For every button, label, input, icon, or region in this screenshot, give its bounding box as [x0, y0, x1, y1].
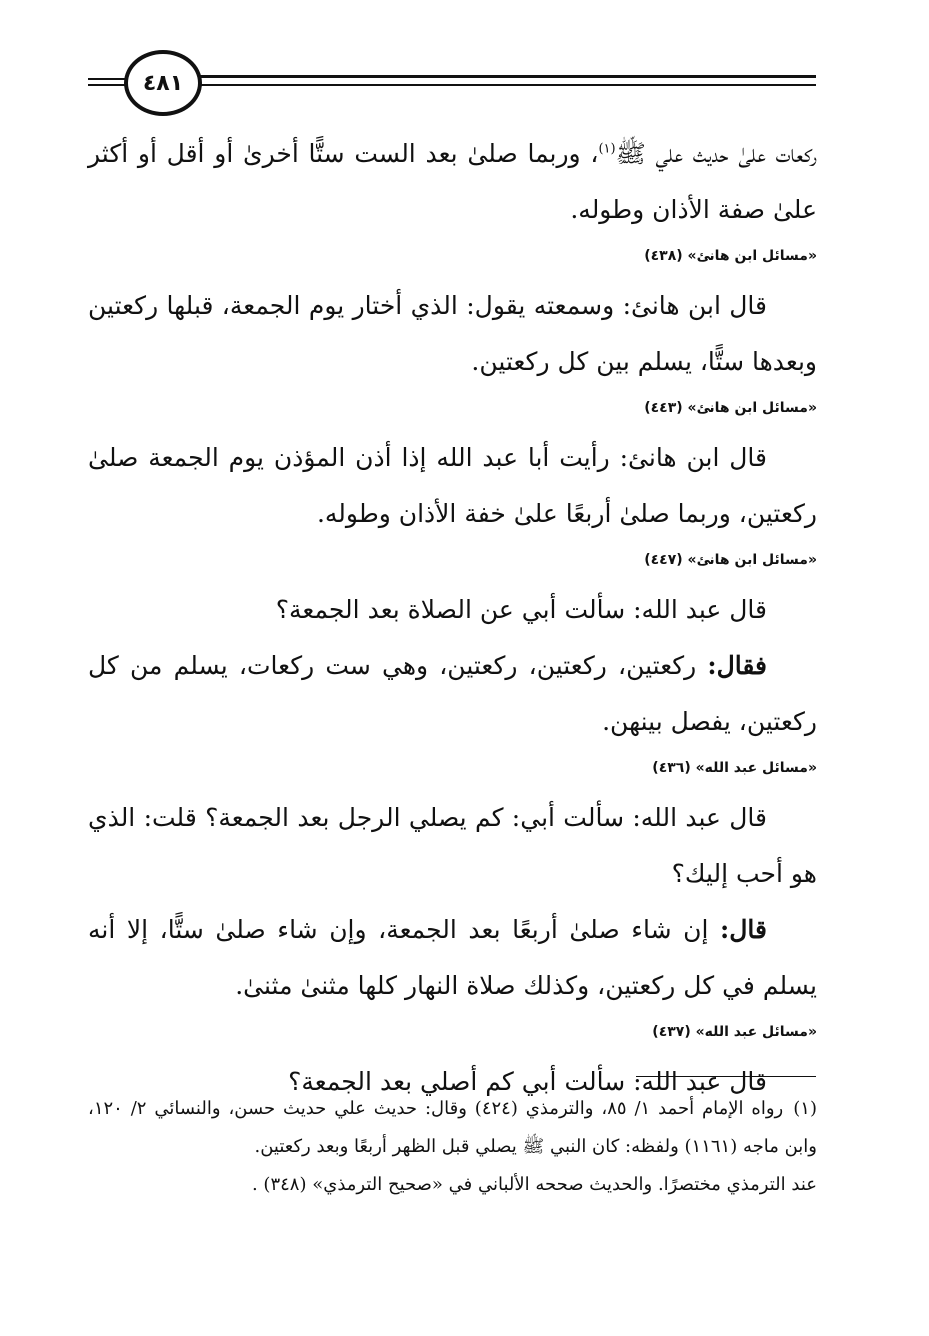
paragraph-1-text-b: ، وربما صلىٰ بعد الست ستًّا أخرىٰ أو أقل أو أكثر علىٰ صفة الأذان وطوله.	[88, 139, 817, 224]
paragraph-4: قال عبد الله: سألت أبي عن الصلاة بعد الجمعة؟	[275, 595, 767, 624]
paragraph-1-text-a: ركعات علىٰ حديث علي ﷺ	[615, 139, 818, 168]
header-rule-right-bottom	[198, 84, 816, 86]
paragraph-6: قال عبد الله: سألت أبي: كم يصلي الرجل بعد الجمعة؟ قلت: الذي هو أحب إليك؟	[88, 803, 817, 888]
page-number-badge	[124, 50, 202, 116]
footnote-1-number: (١)	[793, 1098, 817, 1119]
header-rule-left-bottom	[88, 84, 128, 86]
footnotes	[88, 1090, 817, 1204]
paragraph-5	[88, 638, 817, 750]
main-text	[88, 126, 817, 1110]
source-citation-2: «مسائل ابن هانئ» (٤٤٣)	[644, 400, 817, 416]
footnote-1-text: رواه الإمام أحمد ١/ ٨٥، والترمذي (٤٢٤) وقال: حديث علي حديث حسن، والنسائي ٢/ ١٢٠، وابن ماجه (١١٦١) ولفظه: كان النبي ﷺ يصلي قبل الظهر أربعًا وبعد ركعتين.	[88, 1098, 817, 1157]
source-citation-1: «مسائل ابن هانئ» (٤٣٨)	[644, 248, 817, 264]
source-citation-4: «مسائل عبد الله» (٤٣٦)	[652, 760, 817, 776]
footnote-ref-1[interactable]: (١)	[598, 141, 616, 157]
header-rule-left-top	[88, 78, 128, 80]
source-citation-3: «مسائل ابن هانئ» (٤٤٧)	[644, 552, 817, 568]
paragraph-7-lead: قال:	[720, 915, 767, 944]
paragraph-7-text: إن شاء صلىٰ أربعًا بعد الجمعة، وإن شاء صلىٰ ستًّا، إلا أنه يسلم في كل ركعتين، وكذلك صلاة النهار كلها مثنىٰ مثنىٰ.	[88, 915, 817, 1000]
footnote-1	[88, 1090, 817, 1166]
paragraph-2: قال ابن هانئ: وسمعته يقول: الذي أختار يوم الجمعة، قبلها ركعتين وبعدها ستًّا، يسلم بين كل ركعتين.	[88, 291, 817, 376]
paragraph-7	[88, 902, 817, 1014]
paragraph-8: قال عبد الله: سألت أبي كم أصلي بعد الجمعة؟	[288, 1067, 767, 1096]
paragraph-3: قال ابن هانئ: رأيت أبا عبد الله إذا أذن المؤذن يوم الجمعة صلىٰ ركعتين، وربما صلىٰ أربعًا علىٰ خفة الأذان وطوله.	[88, 443, 817, 528]
paragraph-5-text: ركعتين، ركعتين، ركعتين، وهي ست ركعات، يسلم من كل ركعتين، يفصل بينهن.	[88, 651, 817, 736]
source-citation-5: «مسائل عبد الله» (٤٣٧)	[652, 1024, 817, 1040]
footnote-separator	[636, 1076, 816, 1077]
header-rule-right-top	[198, 75, 816, 78]
footnote-1-continued: عند الترمذي مختصرًا. والحديث صححه الألباني في «صحيح الترمذي» (٣٤٨) .	[251, 1174, 817, 1195]
page-number: ٤٨١	[142, 70, 184, 96]
paragraph-1	[88, 126, 817, 238]
paragraph-5-lead: فقال:	[707, 651, 767, 680]
